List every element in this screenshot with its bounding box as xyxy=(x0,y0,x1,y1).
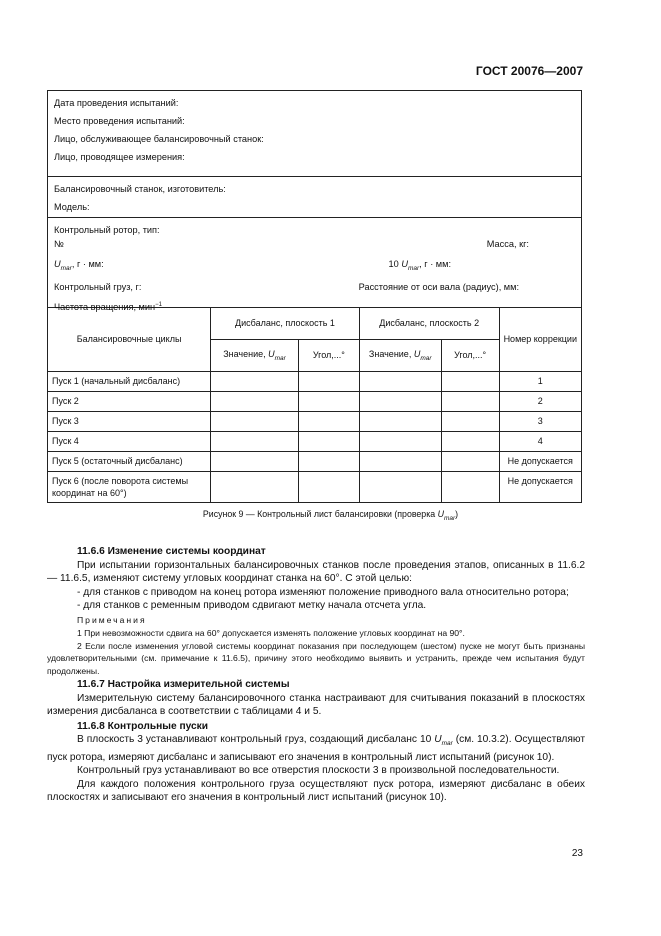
standard-header: ГОСТ 20076—2007 xyxy=(475,64,583,78)
measurer-field: Лицо, проводящее измерения: xyxy=(54,152,185,162)
note-1: 1 При невозможности сдвига на 60° допускается изменять положение угловых координат на 90°. xyxy=(77,628,465,638)
bullet-rotor-drive: - для станков с приводом на конец ротора изменяют положение приводного вала относительно ротора; xyxy=(77,586,569,598)
row-label: Пуск 1 (начальный дисбаланс) xyxy=(48,371,211,391)
document-body xyxy=(47,544,585,805)
plane1-value-cell xyxy=(211,451,299,471)
table-row xyxy=(48,391,581,411)
correction-cell: Не допускается xyxy=(499,471,581,502)
section-11-6-6-title: 11.6.6 Изменение системы координат xyxy=(77,546,266,557)
number-field: № xyxy=(54,239,64,249)
distance-field: Расстояние от оси вала (радиус), мм: xyxy=(358,281,519,292)
correction-cell: 2 xyxy=(499,391,581,411)
balancing-check-sheet xyxy=(47,90,582,503)
plane2-angle-cell xyxy=(441,371,499,391)
plane1-value-header: Значение, $U_{mar}$ xyxy=(211,339,299,371)
plane2-value-cell xyxy=(359,391,441,411)
plane1-angle-cell xyxy=(298,431,359,451)
figure-caption: Рисунок 9 — Контрольный лист балансировки (проверка $U_{mar}$) xyxy=(202,509,459,522)
row-label: Пуск 6 (после поворота системы координат на 60°) xyxy=(48,471,211,502)
plane2-value-cell xyxy=(359,471,441,502)
correction-cell: 4 xyxy=(499,431,581,451)
mass-field: Масса, кг: xyxy=(486,239,529,249)
speed-field: Частота вращения, мин$^{-1}$ xyxy=(54,301,162,312)
plane2-angle-cell xyxy=(441,451,499,471)
model-field: Модель: xyxy=(54,202,90,212)
test-date-field: Дата проведения испытаний: xyxy=(54,98,179,108)
correction-cell: Не допускается xyxy=(499,451,581,471)
balancing-cycles-table xyxy=(48,308,581,502)
test-info-section xyxy=(48,91,581,177)
note-2: 2 Если после изменения угловой системы координат показания при последующем (шестом) пуске не могут быть признаны удовлетворительными (см. примечание к 11.6.5), причину этого необходимо выявить и устранить, прежде чем испытания будут продолжены. xyxy=(47,640,585,676)
plane1-angle-cell xyxy=(298,391,359,411)
col-plane1-header: Дисбаланс, плоскость 1 xyxy=(211,308,360,339)
table-row xyxy=(48,471,581,502)
section-11-6-8-paragraph-2: Контрольный груз устанавливают во все отверстия плоскости 3 в произвольной последовательности. xyxy=(77,765,560,777)
col-plane2-header: Дисбаланс, плоскость 2 xyxy=(359,308,499,339)
plane2-value-cell xyxy=(359,411,441,431)
plane1-value-cell xyxy=(211,371,299,391)
machine-section xyxy=(48,177,581,218)
plane1-angle-cell xyxy=(298,451,359,471)
u-mar-field: $U_{mar}$, г · мм: xyxy=(54,259,104,272)
table-row xyxy=(48,451,581,471)
plane2-value-cell xyxy=(359,371,441,391)
plane1-value-cell xyxy=(211,411,299,431)
col-correction-header: Номер коррекции xyxy=(499,308,581,371)
plane2-value-header: Значение, $U_{mar}$ xyxy=(359,339,441,371)
section-11-6-8-paragraph-1: В плоскость 3 устанавливают контрольный груз, создающий дисбаланс 10 $U_{mar}$ (см. 10.3.2). Осуществляют пуск ротора, измеряют дисбаланс и записывают его значения в контрольный лист испытаний (рисунок 10). xyxy=(47,734,585,763)
plane2-angle-cell xyxy=(441,391,499,411)
row-label: Пуск 2 xyxy=(48,391,211,411)
row-label: Пуск 3 xyxy=(48,411,211,431)
correction-cell: 1 xyxy=(499,371,581,391)
table-row xyxy=(48,411,581,431)
plane1-value-cell xyxy=(211,471,299,502)
number-mass-row xyxy=(54,238,575,250)
plane1-value-cell xyxy=(211,391,299,411)
table-row xyxy=(48,431,581,451)
section-11-6-6-paragraph: При испытании горизонтальных балансировочных станков после проведения этапов, описанных в 11.6.2 — 11.6.5, изменяют систему угловых координат станка на 60°. С этой целью: xyxy=(47,559,585,584)
plane1-angle-cell xyxy=(298,471,359,502)
plane2-value-cell xyxy=(359,431,441,451)
rotor-type-field: Контрольный ротор, тип: xyxy=(54,225,160,235)
rotor-section xyxy=(48,218,581,312)
row-label: Пуск 4 xyxy=(48,431,211,451)
ten-u-mar-field: 10 $U_{mar}$, г · мм: xyxy=(388,259,451,272)
plane2-angle-header: Угол,...° xyxy=(441,339,499,371)
plane2-angle-cell xyxy=(441,431,499,451)
plane1-value-cell xyxy=(211,431,299,451)
operator-field: Лицо, обслуживающее балансировочный станок: xyxy=(54,134,264,144)
section-11-6-8-paragraph-3: Для каждого положения контрольного груза осуществляют пуск ротора, измеряют дисбаланс в обеих плоскостях и записывают его значения в контрольный лист испытаний (рисунок 10). xyxy=(47,778,585,804)
machine-maker-field: Балансировочный станок, изготовитель: xyxy=(54,184,226,194)
plane1-angle-cell xyxy=(298,411,359,431)
row-label: Пуск 5 (остаточный дисбаланс) xyxy=(48,451,211,471)
test-place-field: Место проведения испытаний: xyxy=(54,116,185,126)
section-11-6-7-paragraph: Измерительную систему балансировочного станка настраивают для считывания показаний в плоскостях измерения дисбаланса в соответствии с таблицами 4 и 5. xyxy=(47,692,585,717)
test-weight-field: Контрольный груз, г: xyxy=(54,281,142,292)
test-weight-row xyxy=(54,281,575,293)
u-mar-row xyxy=(54,258,575,275)
plane2-angle-cell xyxy=(441,471,499,502)
section-11-6-8-title: 11.6.8 Контрольные пуски xyxy=(77,720,209,732)
page-number: 23 xyxy=(571,848,583,859)
plane1-angle-cell xyxy=(298,371,359,391)
bullet-belt-drive: - для станков с ременным приводом сдвигают метку начала отсчета угла. xyxy=(77,600,427,611)
plane1-angle-header: Угол,...° xyxy=(298,339,359,371)
plane2-angle-cell xyxy=(441,411,499,431)
correction-cell: 3 xyxy=(499,411,581,431)
col-cycles-header: Балансировочные циклы xyxy=(48,308,211,371)
table-row xyxy=(48,371,581,391)
plane2-value-cell xyxy=(359,451,441,471)
notes-title: Примечания xyxy=(77,614,147,625)
section-11-6-7-title: 11.6.7 Настройка измерительной системы xyxy=(77,679,290,690)
